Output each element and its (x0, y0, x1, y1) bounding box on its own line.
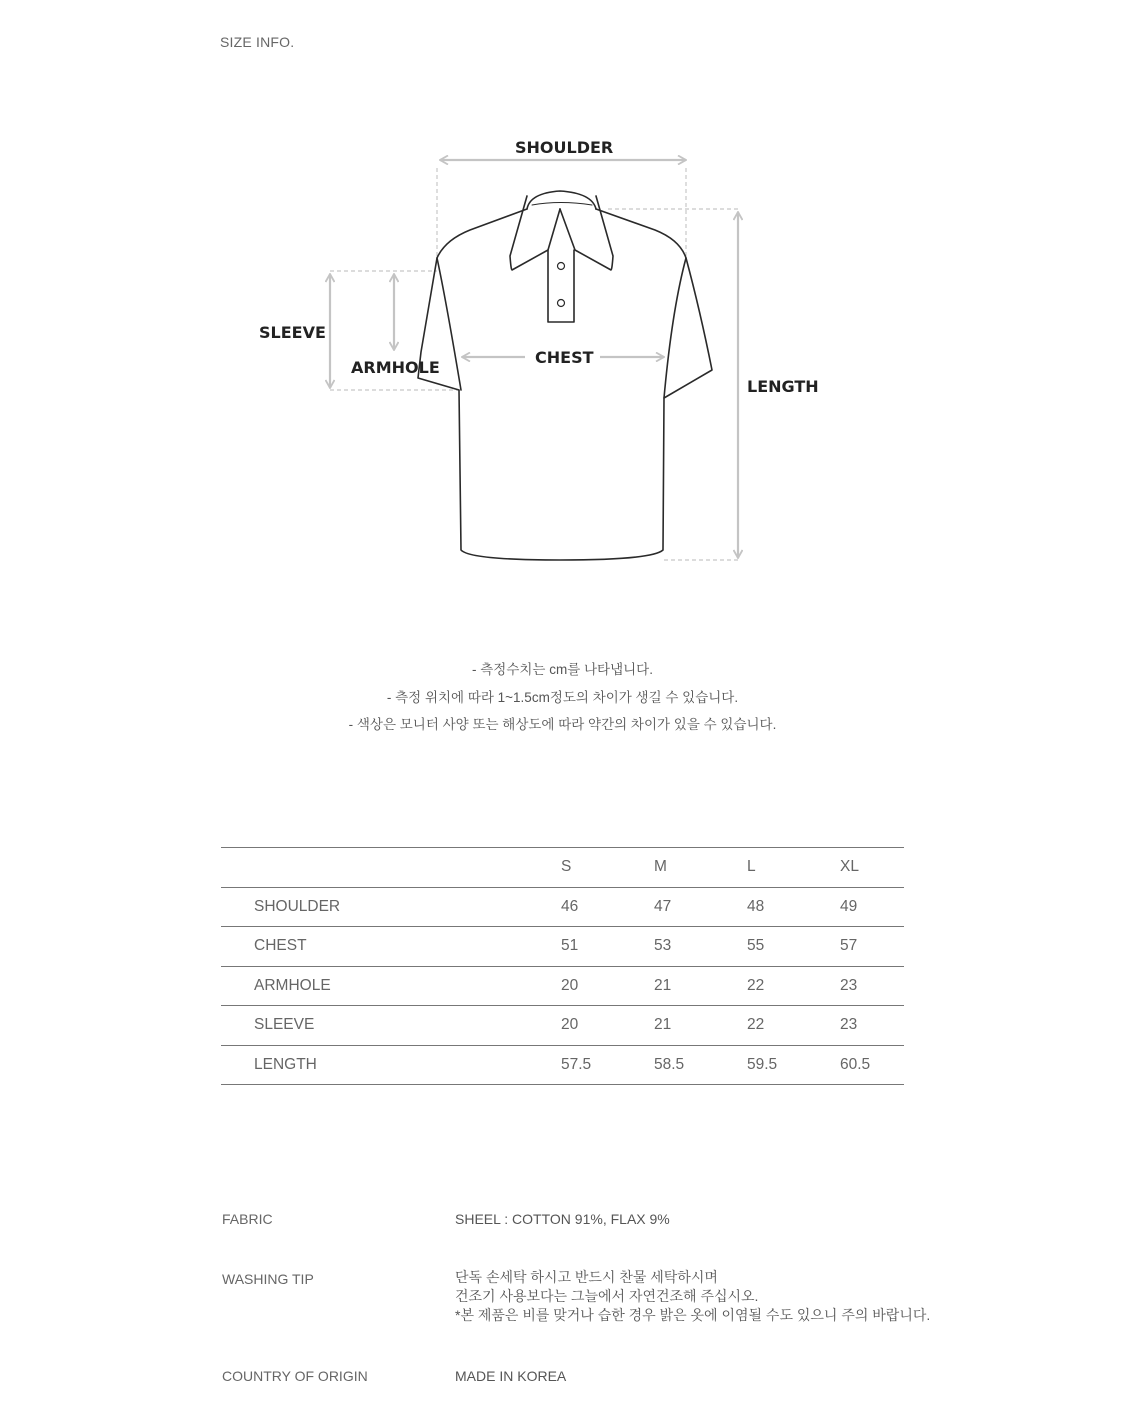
diagram-label-shoulder: SHOULDER (515, 138, 614, 157)
table-cell: 20 (561, 1006, 654, 1046)
measurement-notes (0, 656, 1125, 739)
table-header-cell: S (561, 848, 654, 888)
row-label: SHOULDER (221, 887, 561, 927)
fabric-label: FABRIC (222, 1211, 273, 1227)
row-label: LENGTH (221, 1045, 561, 1085)
size-table (221, 847, 904, 1085)
measurement-diagram (0, 0, 1125, 620)
table-cell: 20 (561, 966, 654, 1006)
fabric-value: SHEEL : COTTON 91%, FLAX 9% (455, 1211, 670, 1227)
origin-label: COUNTRY OF ORIGIN (222, 1368, 368, 1384)
row-label: SLEEVE (221, 1006, 561, 1046)
table-cell: 60.5 (840, 1045, 904, 1085)
row-label: CHEST (221, 927, 561, 967)
table-cell: 51 (561, 927, 654, 967)
diagram-label-length: LENGTH (747, 377, 819, 396)
table-cell: 57 (840, 927, 904, 967)
table-row (221, 966, 904, 1006)
table-cell: 59.5 (747, 1045, 840, 1085)
table-header-cell: L (747, 848, 840, 888)
table-cell: 57.5 (561, 1045, 654, 1085)
washing-tip-line: 건조기 사용보다는 그늘에서 자연건조해 주십시오. (455, 1288, 759, 1304)
table-cell: 48 (747, 887, 840, 927)
note-line: - 측정 위치에 따라 1~1.5cm정도의 차이가 생길 수 있습니다. (386, 689, 739, 705)
washing-tip-label: WASHING TIP (222, 1271, 314, 1287)
table-cell: 22 (747, 966, 840, 1006)
table-header-cell: XL (840, 848, 904, 888)
table-cell: 23 (840, 966, 904, 1006)
table-header-cell: M (654, 848, 747, 888)
diagram-label-sleeve: SLEEVE (259, 323, 326, 342)
table-cell: 58.5 (654, 1045, 747, 1085)
table-cell: 23 (840, 1006, 904, 1046)
table-cell: 49 (840, 887, 904, 927)
table-row (221, 1045, 904, 1085)
table-row (221, 887, 904, 927)
section-title: SIZE INFO. (220, 34, 295, 50)
table-header-cell (221, 848, 561, 888)
row-label: ARMHOLE (221, 966, 561, 1006)
table-cell: 46 (561, 887, 654, 927)
diagram-label-chest: CHEST (535, 348, 594, 367)
table-cell: 55 (747, 927, 840, 967)
table-row (221, 927, 904, 967)
table-cell: 47 (654, 887, 747, 927)
table-cell: 21 (654, 1006, 747, 1046)
table-row (221, 1006, 904, 1046)
shirt-outline (418, 191, 712, 560)
washing-tip-value (455, 1268, 930, 1325)
table-cell: 53 (654, 927, 747, 967)
table-header-row (221, 848, 904, 888)
origin-value: MADE IN KOREA (455, 1368, 567, 1384)
washing-tip-line: *본 제품은 비를 맞거나 습한 경우 밝은 옷에 이염될 수도 있으니 주의 바랍니다. (455, 1307, 931, 1323)
diagram-label-armhole: ARMHOLE (351, 358, 440, 377)
polo-shirt-diagram (0, 0, 1125, 620)
table-cell: 21 (654, 966, 747, 1006)
note-line: - 색상은 모니터 사양 또는 해상도에 따라 약간의 차이가 있을 수 있습니다. (348, 717, 777, 732)
table-cell: 22 (747, 1006, 840, 1046)
note-line: - 측정수치는 cm를 나타냅니다. (472, 662, 653, 677)
washing-tip-line: 단독 손세탁 하시고 반드시 찬물 세탁하시며 (455, 1269, 718, 1285)
